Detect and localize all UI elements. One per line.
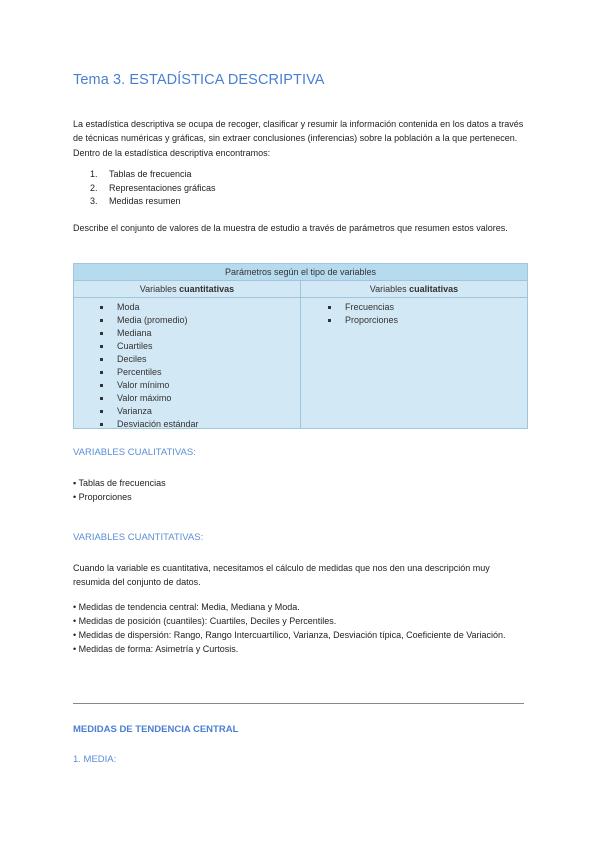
page-title: Tema 3. ESTADÍSTICA DESCRIPTIVA: [73, 72, 325, 88]
list-item: Cuartiles: [74, 340, 300, 353]
list-item: Valor máximo: [74, 392, 300, 405]
list-item: Varianza: [74, 405, 300, 418]
list-item: ▪ Tablas de frecuencias: [73, 478, 166, 488]
table-body: [74, 298, 527, 428]
qualitative-heading: VARIABLES CUALITATIVAS:: [73, 447, 196, 458]
list-item: • Medidas de dispersión: Rango, Rango Intercuartílico, Varianza, Desviación típica, Coeficiente de Variación.: [73, 630, 506, 640]
intro-paragraph: La estadística descriptiva se ocupa de recoger, clasificar y resumir la información contenida en los datos a través de técnicas numéricas y gráficas, sin extraer conclusiones (inferencias) sobre la población a la que pertenecen. Dentro de la estadística descriptiva encontramos:: [73, 119, 524, 158]
quantitative-heading: VARIABLES CUANTITATIVAS:: [73, 532, 204, 543]
media-heading: 1. MEDIA:: [73, 754, 117, 765]
qualitative-list: [73, 476, 166, 504]
table-header-row: [74, 281, 527, 298]
quantitative-intro: Cuando la variable es cuantitativa, necesitamos el cálculo de medidas que nos den una descripción muy resumida del conjunto de datos.: [73, 563, 490, 588]
list-item: • Medidas de forma: Asimetría y Curtosis.: [73, 644, 239, 654]
column-header-qualitative: Variables cualitativas: [369, 284, 459, 294]
list-item: • Medidas de posición (cuantiles): Cuartiles, Deciles y Percentiles.: [73, 616, 337, 626]
quantitative-list: [73, 600, 528, 656]
quantitative-column: [74, 298, 301, 428]
list-item: Percentiles: [74, 366, 300, 379]
qualitative-column: [301, 298, 527, 428]
list-item: 1. Tablas de frecuencia: [90, 169, 192, 179]
list-item: Moda: [74, 301, 300, 314]
list-item: Mediana: [74, 327, 300, 340]
list-item: Frecuencias: [301, 301, 527, 314]
column-header-quantitative: Variables cuantitativas: [74, 281, 301, 297]
describe-paragraph: Describe el conjunto de valores de la muestra de estudio a través de parámetros que resumen estos valores.: [73, 223, 508, 233]
parameters-table: [73, 263, 528, 429]
central-tendency-heading: MEDIDAS DE TENDENCIA CENTRAL: [73, 724, 239, 735]
list-item: • Proporciones: [73, 492, 132, 502]
list-item: Valor mínimo: [74, 379, 300, 392]
list-item: Proporciones: [301, 314, 527, 327]
list-item: Desviación estándar: [74, 418, 300, 431]
table-title: Parámetros según el tipo de variables: [74, 264, 527, 281]
list-item: Deciles: [74, 353, 300, 366]
list-item: 2. Representaciones gráficas: [90, 182, 216, 193]
methods-list: [90, 168, 216, 209]
list-item: Media (promedio): [74, 314, 300, 327]
list-item: 3. Medidas resumen: [90, 196, 181, 206]
divider: [73, 703, 524, 704]
list-item: • Medidas de tendencia central: Media, Mediana y Moda.: [73, 602, 300, 612]
